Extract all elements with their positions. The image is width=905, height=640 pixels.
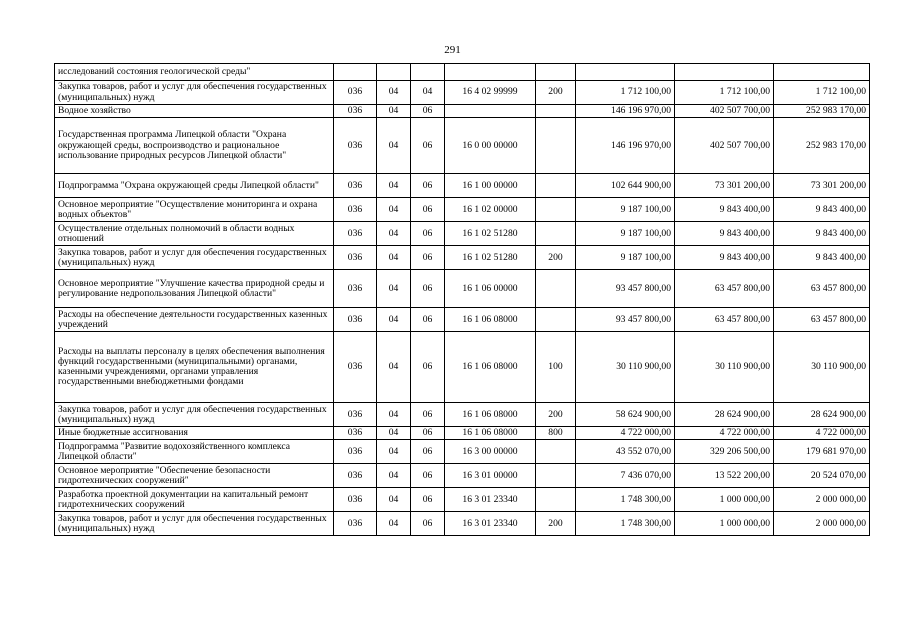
row-name-cell: Расходы на выплаты персоналу в целях обеспечения выполнения функций государственными (муниципальными) органами, казенными учреждениями, органами управления государственными внебюджетными фондами: [55, 332, 334, 403]
podrazdel-cell: 06: [411, 174, 445, 198]
amount-year2-cell: 9 843 400,00: [675, 198, 774, 222]
podrazdel-cell: 06: [411, 105, 445, 118]
expense-type-cell: [536, 118, 576, 174]
podrazdel-cell: 04: [411, 81, 445, 105]
amount-year1-cell: 93 457 800,00: [576, 270, 675, 308]
vedomstvo-cell: 036: [334, 174, 377, 198]
razdel-cell: 04: [377, 222, 411, 246]
table-row: [55, 64, 870, 81]
vedomstvo-cell: 036: [334, 440, 377, 464]
podrazdel-cell: 06: [411, 198, 445, 222]
target-article-cell: 16 1 02 51280: [445, 246, 536, 270]
target-article-cell: 16 3 01 23340: [445, 512, 536, 536]
amount-year2-cell: 1 000 000,00: [675, 488, 774, 512]
table-row: [55, 440, 870, 464]
expense-type-cell: [536, 270, 576, 308]
amount-year3-cell: 2 000 000,00: [774, 512, 870, 536]
amount-year1-cell: 7 436 070,00: [576, 464, 675, 488]
target-article-cell: 16 0 00 00000: [445, 118, 536, 174]
amount-year3-cell: 28 624 900,00: [774, 403, 870, 427]
table-row: [55, 403, 870, 427]
amount-year2-cell: 329 206 500,00: [675, 440, 774, 464]
amount-year3-cell: 9 843 400,00: [774, 198, 870, 222]
amount-year1-cell: 9 187 100,00: [576, 246, 675, 270]
amount-year3-cell: [774, 64, 870, 81]
vedomstvo-cell: [334, 64, 377, 81]
amount-year1-cell: 43 552 070,00: [576, 440, 675, 464]
target-article-cell: 16 1 06 00000: [445, 270, 536, 308]
amount-year1-cell: 4 722 000,00: [576, 427, 675, 440]
podrazdel-cell: 06: [411, 246, 445, 270]
expense-type-cell: [536, 440, 576, 464]
row-name-cell: Закупка товаров, работ и услуг для обеспечения государственных (муниципальных) нужд: [55, 246, 334, 270]
razdel-cell: 04: [377, 440, 411, 464]
amount-year1-cell: 1 712 100,00: [576, 81, 675, 105]
table-row: [55, 222, 870, 246]
podrazdel-cell: 06: [411, 464, 445, 488]
razdel-cell: 04: [377, 118, 411, 174]
row-name-cell: Основное мероприятие "Обеспечение безопасности гидротехнических сооружений": [55, 464, 334, 488]
row-name-cell: Закупка товаров, работ и услуг для обеспечения государственных (муниципальных) нужд: [55, 403, 334, 427]
amount-year2-cell: 4 722 000,00: [675, 427, 774, 440]
expense-type-cell: [536, 198, 576, 222]
target-article-cell: 16 4 02 99999: [445, 81, 536, 105]
amount-year1-cell: 58 624 900,00: [576, 403, 675, 427]
amount-year3-cell: 4 722 000,00: [774, 427, 870, 440]
table-row: [55, 118, 870, 174]
amount-year1-cell: 30 110 900,00: [576, 332, 675, 403]
razdel-cell: 04: [377, 488, 411, 512]
podrazdel-cell: 06: [411, 488, 445, 512]
expense-type-cell: [536, 105, 576, 118]
razdel-cell: 04: [377, 403, 411, 427]
expense-type-cell: [536, 174, 576, 198]
expense-type-cell: [536, 464, 576, 488]
vedomstvo-cell: 036: [334, 105, 377, 118]
amount-year3-cell: 2 000 000,00: [774, 488, 870, 512]
table-row: [55, 488, 870, 512]
vedomstvo-cell: 036: [334, 222, 377, 246]
podrazdel-cell: 06: [411, 332, 445, 403]
expense-type-cell: 100: [536, 332, 576, 403]
vedomstvo-cell: 036: [334, 308, 377, 332]
row-name-cell: Государственная программа Липецкой области "Охрана окружающей среды, воспроизводство и рациональное использование природных ресурсов Липецкой области": [55, 118, 334, 174]
podrazdel-cell: 06: [411, 222, 445, 246]
target-article-cell: 16 3 00 00000: [445, 440, 536, 464]
vedomstvo-cell: 036: [334, 270, 377, 308]
row-name-cell: Осуществление отдельных полномочий в области водных отношений: [55, 222, 334, 246]
amount-year3-cell: 30 110 900,00: [774, 332, 870, 403]
amount-year2-cell: 402 507 700,00: [675, 118, 774, 174]
amount-year2-cell: 28 624 900,00: [675, 403, 774, 427]
amount-year2-cell: 1 000 000,00: [675, 512, 774, 536]
vedomstvo-cell: 036: [334, 427, 377, 440]
row-name-cell: Иные бюджетные ассигнования: [55, 427, 334, 440]
razdel-cell: 04: [377, 81, 411, 105]
target-article-cell: 16 1 02 51280: [445, 222, 536, 246]
razdel-cell: 04: [377, 512, 411, 536]
amount-year3-cell: 73 301 200,00: [774, 174, 870, 198]
row-name-cell: Разработка проектной документации на капитальный ремонт гидротехнических сооружений: [55, 488, 334, 512]
vedomstvo-cell: 036: [334, 464, 377, 488]
row-name-cell: Водное хозяйство: [55, 105, 334, 118]
target-article-cell: [445, 64, 536, 81]
amount-year2-cell: 402 507 700,00: [675, 105, 774, 118]
table-row: [55, 174, 870, 198]
razdel-cell: 04: [377, 332, 411, 403]
table-row: [55, 427, 870, 440]
razdel-cell: 04: [377, 246, 411, 270]
row-name-cell: Расходы на обеспечение деятельности государственных казенных учреждений: [55, 308, 334, 332]
razdel-cell: 04: [377, 427, 411, 440]
vedomstvo-cell: 036: [334, 332, 377, 403]
expense-type-cell: [536, 222, 576, 246]
row-name-cell: Подпрограмма "Охрана окружающей среды Липецкой области": [55, 174, 334, 198]
podrazdel-cell: [411, 64, 445, 81]
row-name-cell: Основное мероприятие "Улучшение качества природной среды и регулирование недропользования Липецкой области": [55, 270, 334, 308]
target-article-cell: 16 3 01 23340: [445, 488, 536, 512]
amount-year2-cell: 30 110 900,00: [675, 332, 774, 403]
amount-year3-cell: 9 843 400,00: [774, 246, 870, 270]
vedomstvo-cell: 036: [334, 246, 377, 270]
amount-year2-cell: [675, 64, 774, 81]
amount-year2-cell: 63 457 800,00: [675, 270, 774, 308]
target-article-cell: [445, 105, 536, 118]
amount-year2-cell: 63 457 800,00: [675, 308, 774, 332]
table-row: [55, 246, 870, 270]
table-row: [55, 332, 870, 403]
razdel-cell: 04: [377, 270, 411, 308]
razdel-cell: 04: [377, 174, 411, 198]
amount-year3-cell: 63 457 800,00: [774, 270, 870, 308]
budget-table: [54, 63, 870, 536]
podrazdel-cell: 06: [411, 403, 445, 427]
expense-type-cell: [536, 488, 576, 512]
amount-year2-cell: 9 843 400,00: [675, 222, 774, 246]
amount-year1-cell: 146 196 970,00: [576, 105, 675, 118]
target-article-cell: 16 1 02 00000: [445, 198, 536, 222]
amount-year1-cell: 102 644 900,00: [576, 174, 675, 198]
target-article-cell: 16 1 06 08000: [445, 332, 536, 403]
row-name-cell: Подпрограмма "Развитие водохозяйственного комплекса Липецкой области": [55, 440, 334, 464]
razdel-cell: 04: [377, 105, 411, 118]
vedomstvo-cell: 036: [334, 403, 377, 427]
razdel-cell: 04: [377, 308, 411, 332]
vedomstvo-cell: 036: [334, 118, 377, 174]
amount-year1-cell: [576, 64, 675, 81]
page-number: 291: [444, 44, 461, 56]
table-row: [55, 105, 870, 118]
razdel-cell: [377, 64, 411, 81]
expense-type-cell: 200: [536, 81, 576, 105]
row-name-cell: исследований состояния геологической среды": [55, 64, 334, 81]
amount-year2-cell: 9 843 400,00: [675, 246, 774, 270]
expense-type-cell: 200: [536, 246, 576, 270]
expense-type-cell: 200: [536, 512, 576, 536]
vedomstvo-cell: 036: [334, 488, 377, 512]
amount-year1-cell: 1 748 300,00: [576, 512, 675, 536]
razdel-cell: 04: [377, 464, 411, 488]
expense-type-cell: [536, 308, 576, 332]
amount-year3-cell: 20 524 070,00: [774, 464, 870, 488]
expense-type-cell: 800: [536, 427, 576, 440]
row-name-cell: Основное мероприятие "Осуществление мониторинга и охрана водных объектов": [55, 198, 334, 222]
table-row: [55, 512, 870, 536]
podrazdel-cell: 06: [411, 270, 445, 308]
target-article-cell: 16 1 06 08000: [445, 308, 536, 332]
target-article-cell: 16 1 06 08000: [445, 403, 536, 427]
podrazdel-cell: 06: [411, 440, 445, 464]
amount-year3-cell: 1 712 100,00: [774, 81, 870, 105]
amount-year3-cell: 9 843 400,00: [774, 222, 870, 246]
podrazdel-cell: 06: [411, 308, 445, 332]
amount-year2-cell: 13 522 200,00: [675, 464, 774, 488]
amount-year3-cell: 63 457 800,00: [774, 308, 870, 332]
row-name-cell: Закупка товаров, работ и услуг для обеспечения государственных (муниципальных) нужд: [55, 512, 334, 536]
amount-year3-cell: 252 983 170,00: [774, 118, 870, 174]
amount-year2-cell: 1 712 100,00: [675, 81, 774, 105]
expense-type-cell: 200: [536, 403, 576, 427]
podrazdel-cell: 06: [411, 118, 445, 174]
amount-year1-cell: 9 187 100,00: [576, 198, 675, 222]
razdel-cell: 04: [377, 198, 411, 222]
row-name-cell: Закупка товаров, работ и услуг для обеспечения государственных (муниципальных) нужд: [55, 81, 334, 105]
amount-year1-cell: 93 457 800,00: [576, 308, 675, 332]
vedomstvo-cell: 036: [334, 198, 377, 222]
amount-year1-cell: 9 187 100,00: [576, 222, 675, 246]
vedomstvo-cell: 036: [334, 512, 377, 536]
amount-year2-cell: 73 301 200,00: [675, 174, 774, 198]
target-article-cell: 16 3 01 00000: [445, 464, 536, 488]
table-row: [55, 198, 870, 222]
target-article-cell: 16 1 00 00000: [445, 174, 536, 198]
amount-year1-cell: 146 196 970,00: [576, 118, 675, 174]
podrazdel-cell: 06: [411, 427, 445, 440]
expense-type-cell: [536, 64, 576, 81]
target-article-cell: 16 1 06 08000: [445, 427, 536, 440]
table-row: [55, 308, 870, 332]
amount-year3-cell: 179 681 970,00: [774, 440, 870, 464]
vedomstvo-cell: 036: [334, 81, 377, 105]
table-row: [55, 270, 870, 308]
amount-year3-cell: 252 983 170,00: [774, 105, 870, 118]
podrazdel-cell: 06: [411, 512, 445, 536]
table-row: [55, 464, 870, 488]
table-row: [55, 81, 870, 105]
amount-year1-cell: 1 748 300,00: [576, 488, 675, 512]
